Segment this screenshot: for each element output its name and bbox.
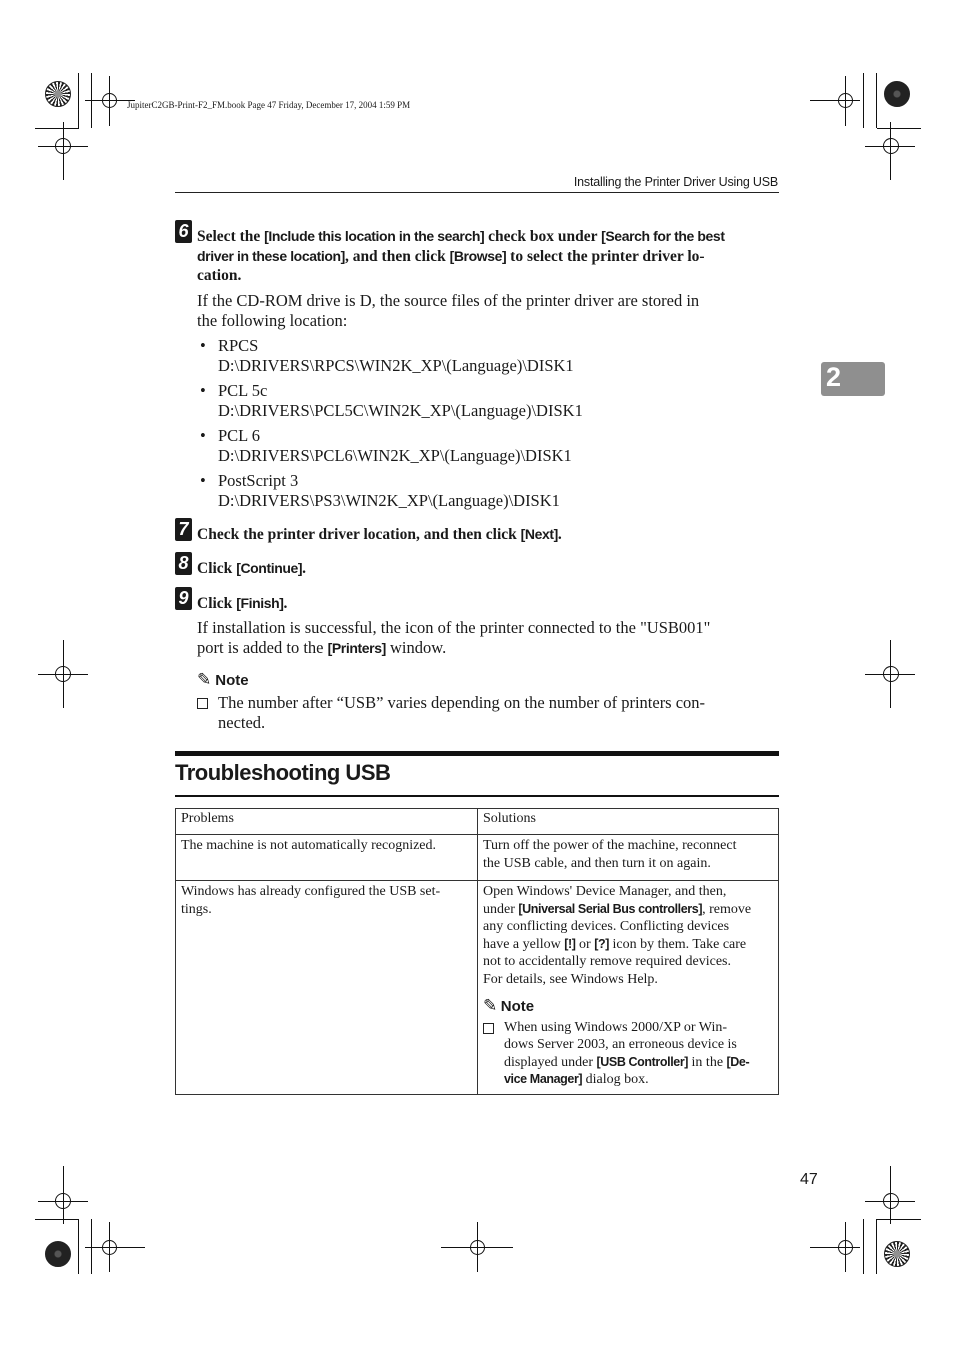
- note-text: displayed under: [504, 1054, 597, 1070]
- driver-name: RPCS: [218, 336, 259, 355]
- driver-path: D:\DRIVERS\PCL6\WIN2K_XP\(Language)\DISK1: [218, 446, 572, 465]
- step-text: to select the printer driver lo-: [506, 247, 705, 265]
- solution-text: any conflicting devices. Conflicting devices: [483, 919, 730, 934]
- driver-path: D:\DRIVERS\PS3\WIN2K_XP\(Language)\DISK1: [218, 491, 560, 510]
- table-note-item: [483, 1019, 773, 1094]
- page-number: 47: [800, 1171, 818, 1188]
- step-9-explanation: [197, 618, 782, 658]
- registration-target-icon: [45, 1241, 71, 1267]
- device-manager-ref: [De-: [726, 1054, 750, 1069]
- solution-text: under: [483, 901, 519, 917]
- step-text: Click: [197, 560, 237, 577]
- solution-cell: [478, 881, 779, 1095]
- crosshair-icon: [838, 93, 853, 108]
- step-9-instruction: [197, 594, 287, 614]
- step-text: cation.: [197, 267, 242, 284]
- note-item: [197, 693, 782, 733]
- pencil-icon: ✎: [197, 670, 212, 689]
- solution-text: , remove: [702, 901, 752, 917]
- table-header-row: [176, 809, 779, 835]
- option-search-best-driver-cont: driver in these location]: [197, 247, 345, 264]
- list-item: [200, 336, 780, 381]
- book-file-info: JupiterC2GB-Print-F2_FM.book Page 47 Friday, December 17, 2004 1:59 PM: [127, 100, 411, 110]
- paragraph-text: port is added to the: [197, 638, 328, 657]
- problem-cell: [176, 881, 478, 1095]
- section-top-bar: [175, 751, 779, 756]
- driver-name: PostScript 3: [218, 471, 299, 490]
- step-6-instruction: [197, 227, 782, 286]
- finish-button-ref: [Finish]: [236, 595, 284, 611]
- next-button-ref: [Next]: [520, 526, 558, 542]
- step-text: Check the printer driver location, and then click: [197, 526, 521, 543]
- solution-text: Turn off the power of the machine, reconnect: [483, 838, 737, 853]
- crosshair-icon: [883, 666, 899, 682]
- driver-path: D:\DRIVERS\PCL5C\WIN2K_XP\(Language)\DISK1: [218, 401, 583, 420]
- checkbox-bullet-icon: [483, 1023, 494, 1034]
- note-text: The number after “USB” varies depending on the number of printers con-: [218, 693, 706, 712]
- solution-text: or: [575, 936, 595, 952]
- step-text: .: [283, 595, 288, 612]
- pencil-icon: ✎: [483, 996, 498, 1015]
- step-text: Click: [197, 595, 237, 612]
- crosshair-icon: [883, 1193, 899, 1209]
- driver-name: PCL 6: [218, 426, 261, 445]
- table-row: [176, 881, 779, 1095]
- step-8-badge: 8: [175, 552, 192, 575]
- crosshair-icon: [55, 666, 71, 682]
- section-title: Troubleshooting USB: [175, 760, 391, 785]
- bullet-icon: •: [200, 426, 206, 445]
- problem-text: tings.: [181, 901, 212, 917]
- problem-cell: The machine is not automatically recognized.: [176, 835, 478, 881]
- table-note-heading: [483, 997, 773, 1017]
- paragraph-line: If installation is successful, the icon of the printer connected to the "USB001": [197, 618, 711, 637]
- note-text: in the: [688, 1054, 727, 1070]
- troubleshooting-table: [175, 808, 779, 1095]
- step-7-instruction: [197, 525, 562, 545]
- exclamation-icon-ref: [!]: [564, 936, 576, 951]
- step-text: .: [557, 526, 562, 543]
- option-include-location: [Include this location in the search]: [264, 228, 485, 244]
- list-item: [200, 471, 780, 516]
- checkbox-bullet-icon: [197, 698, 208, 709]
- step-text: Select the: [197, 228, 265, 245]
- crosshair-icon: [55, 1193, 71, 1209]
- table-row: [176, 835, 779, 881]
- driver-path-list: [200, 336, 780, 516]
- chapter-tab: [821, 362, 885, 396]
- crosshair-icon: [102, 93, 117, 108]
- header-divider: [175, 192, 779, 193]
- problem-text: Windows has already configured the USB set-: [181, 884, 441, 899]
- usb-controller-ref: [USB Controller]: [596, 1054, 689, 1069]
- solution-text: not to accidentally remove required devices.: [483, 954, 732, 969]
- running-header-title: Installing the Printer Driver Using USB: [573, 175, 778, 189]
- note-heading: [197, 670, 249, 690]
- bullet-icon: •: [200, 336, 206, 355]
- solution-text: icon by them. Take care: [608, 936, 747, 952]
- solution-text: For details, see Windows Help.: [483, 971, 658, 987]
- step-6-badge: 6: [175, 220, 192, 243]
- usb-controllers-ref: [Universal Serial Bus controllers]: [518, 901, 703, 916]
- step-8-instruction: [197, 559, 306, 579]
- solution-text: have a yellow: [483, 936, 565, 952]
- note-text: nected.: [218, 713, 266, 732]
- note-text: dows Server 2003, an erroneous device is: [504, 1037, 737, 1052]
- step-7-badge: 7: [175, 518, 192, 541]
- browse-button-ref: [Browse]: [449, 247, 507, 264]
- step-text: .: [302, 560, 307, 577]
- step-6-explanation: [197, 291, 782, 331]
- chapter-number: 2: [826, 362, 842, 392]
- solution-text: the USB cable, and then turn it on again.: [483, 855, 711, 871]
- list-item: [200, 381, 780, 426]
- note-label: Note: [215, 672, 249, 689]
- device-manager-ref: vice Manager]: [504, 1072, 583, 1086]
- printers-window-ref: [Printers]: [327, 640, 386, 656]
- paragraph-text: window.: [385, 638, 447, 657]
- bullet-icon: •: [200, 381, 206, 400]
- option-search-best-driver: [Search for the best: [601, 228, 725, 244]
- crosshair-icon: [102, 1240, 117, 1255]
- list-item: [200, 426, 780, 471]
- crosshair-icon: [470, 1240, 485, 1255]
- registration-target-icon: [45, 81, 71, 107]
- header-solutions: Solutions: [478, 809, 779, 835]
- paragraph-line: If the CD-ROM drive is D, the source files of the printer driver are stored in: [197, 291, 700, 310]
- step-text: , and then click: [344, 247, 450, 265]
- solution-text: Open Windows' Device Manager, and then,: [483, 884, 727, 899]
- crosshair-icon: [883, 138, 899, 154]
- crosshair-icon: [55, 138, 71, 154]
- driver-name: PCL 5c: [218, 381, 268, 400]
- solution-cell: [478, 835, 779, 881]
- step-text: check box under: [484, 228, 602, 245]
- question-icon-ref: [?]: [594, 936, 609, 951]
- note-text: dialog box.: [582, 1072, 649, 1087]
- header-problems: Problems: [176, 809, 478, 835]
- note-label: Note: [500, 998, 535, 1015]
- registration-target-icon: [884, 81, 910, 107]
- driver-path: D:\DRIVERS\RPCS\WIN2K_XP\(Language)\DISK1: [218, 356, 574, 375]
- step-9-badge: 9: [175, 587, 192, 610]
- section-underline: [175, 795, 779, 797]
- continue-button-ref: [Continue]: [236, 560, 303, 576]
- crosshair-icon: [838, 1240, 853, 1255]
- note-text: When using Windows 2000/XP or Win-: [504, 1019, 727, 1035]
- bullet-icon: •: [200, 471, 206, 490]
- paragraph-line: the following location:: [197, 311, 348, 330]
- registration-target-icon: [884, 1241, 910, 1267]
